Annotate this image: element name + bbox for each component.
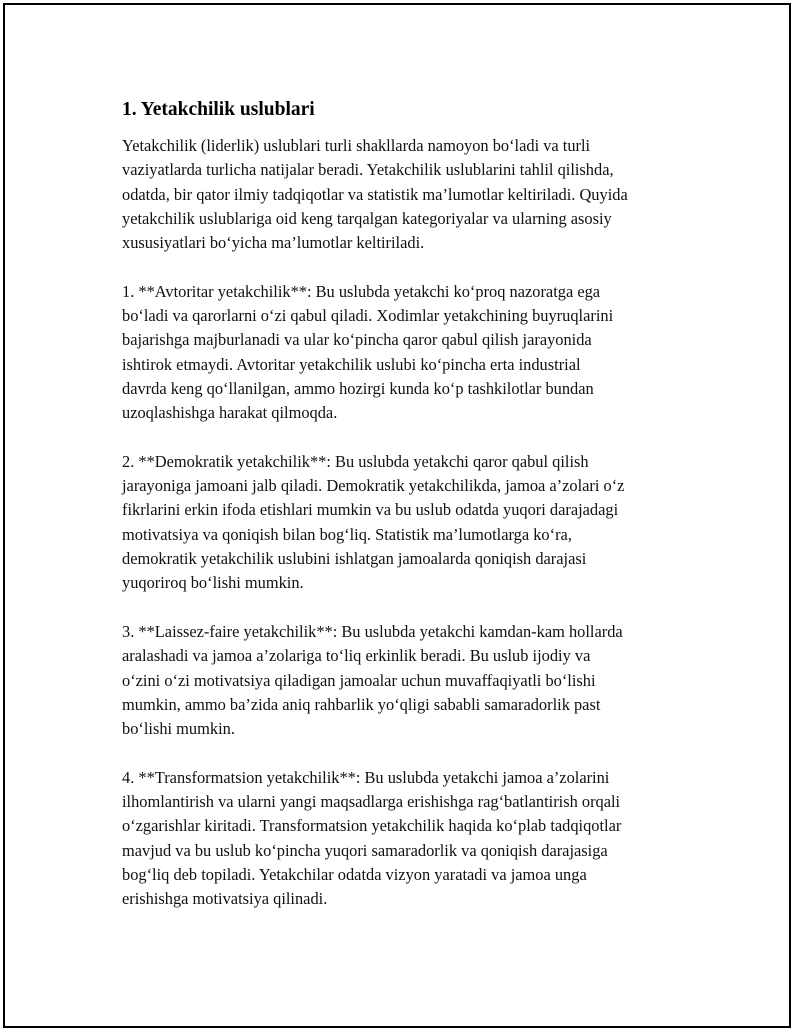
document-body: [122, 97, 702, 936]
paragraph-transformational: 4. **Transformatsion yetakchilik**: Bu uslubda yetakchi jamoa a’zolarini ilhomlantirish va ularni yangi maqsadlarga erishishga rag‘batlantirish orqali o‘zgarishlar kiritadi. Transformatsion yetakchilik haqida ko‘plab tadqiqotlar mavjud va bu uslub ko‘pincha yuqori samaradorlik va qoniqish darajasiga bog‘liq deb topiladi. Yetakchilar odatda vizyon yaratadi va jamoa unga erishishga motivatsiya qilinadi.: [122, 767, 622, 909]
paragraph-laissez-faire: 3. **Laissez-faire yetakchilik**: Bu uslubda yetakchi kamdan-kam hollarda aralashadi va jamoa a’zolariga to‘liq erkinlik beradi. Bu uslub ijodiy va o‘zini o‘zi motivatsiya qiladigan jamoalar uchun muvaffaqiyatli bo‘lishi mumkin, ammo ba’zida aniq rahbarlik yo‘qligi sababli samaradorlik past bo‘lishi mumkin.: [122, 621, 623, 739]
intro-paragraph: Yetakchilik (liderlik) uslublari turli shakllarda namoyon bo‘ladi va turli vaziyatlarda turlicha natijalar beradi. Yetakchilik uslublarini tahlil qilishda, odatda, bir qator ilmiy tadqiqotlar va statistik ma’lumotlar keltiriladi. Quyida yetakchilik uslublariga oid keng tarqalgan kategoriyalar va ularning asosiy xususiyatlari bo‘yicha ma’lumotlar keltiriladi.: [122, 136, 628, 253]
paragraph-democratic: 2. **Demokratik yetakchilik**: Bu uslubda yetakchi qaror qabul qilish jarayoniga jamoani jalb qiladi. Demokratik yetakchilikda, jamoa a’zolari o‘z fikrlarini erkin ifoda etishlari mumkin va bu uslub odatda yuqori darajadagi motivatsiya va qoniqish bilan bog‘liq. Statistik ma’lumotlarga ko‘ra, demokratik yetakchilik uslubini ishlatgan jamoalarda qoniqish darajasi yuqoriroq bo‘lishi mumkin.: [122, 451, 625, 593]
document-title: 1. Yetakchilik uslublari: [122, 99, 315, 120]
page-frame: [3, 3, 791, 1028]
paragraph-authoritarian: 1. **Avtoritar yetakchilik**: Bu uslubda yetakchi ko‘proq nazoratga ega bo‘ladi va qarorlarni o‘zi qabul qiladi. Xodimlar yetakchining buyruqlarini bajarishga majburlanadi va ular ko‘pincha qaror qabul qilish jarayonida ishtirok etmaydi. Avtoritar yetakchilik uslubi ko‘pincha erta industrial davrda keng qo‘llanilgan, ammo hozirgi kunda ko‘p tashkilotlar bundan uzoqlashishga harakat qilmoqda.: [122, 281, 614, 423]
